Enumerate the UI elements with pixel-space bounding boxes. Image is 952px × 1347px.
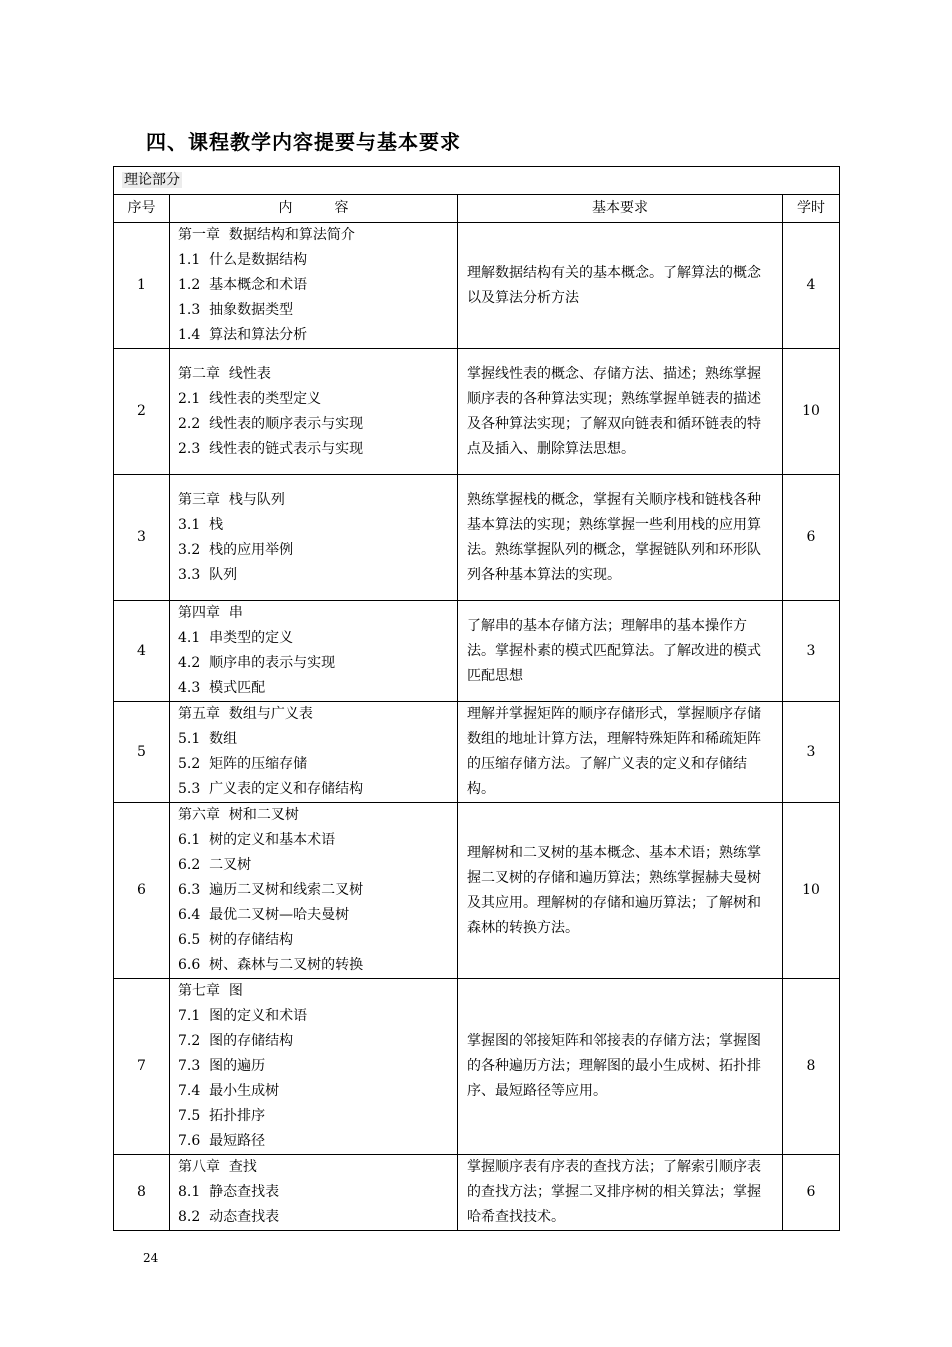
row-hours: 10 [783, 803, 840, 979]
row-index: 1 [114, 223, 170, 349]
table-row [114, 803, 840, 979]
table-row [114, 979, 840, 1155]
row-index: 8 [114, 1155, 170, 1231]
section-item: 7.6 最短路径 [178, 1133, 266, 1149]
section-item: 7.3 图的遍历 [178, 1058, 266, 1074]
row-content [170, 979, 458, 1155]
course-content-table [113, 166, 840, 1231]
row-requirements: 掌握顺序表有序表的查找方法；了解索引顺序表的查找方法；掌握二叉排序树的相关算法；掌握哈希查找技术。 [458, 1155, 783, 1231]
row-requirements: 了解串的基本存储方法；理解串的基本操作方法。掌握朴素的模式匹配算法。了解改进的模式匹配思想 [458, 601, 783, 702]
row-content [170, 803, 458, 979]
row-hours: 6 [783, 1155, 840, 1231]
row-requirements: 理解数据结构有关的基本概念。了解算法的概念以及算法分析方法 [458, 223, 783, 349]
row-content [170, 601, 458, 702]
header-index: 序号 [114, 195, 170, 223]
row-hours: 8 [783, 979, 840, 1155]
section-item: 6.6 树、森林与二叉树的转换 [178, 957, 364, 973]
row-hours: 6 [783, 475, 840, 601]
section-item: 3.2 栈的应用举例 [178, 541, 294, 558]
section-item: 7.2 图的存储结构 [178, 1033, 294, 1049]
section-item: 6.5 树的存储结构 [178, 932, 294, 948]
row-index: 2 [114, 349, 170, 475]
section-item: 1.4 算法和算法分析 [178, 327, 308, 343]
table-row [114, 1155, 840, 1231]
section-item: 1.2 基本概念和术语 [178, 277, 308, 293]
section-item: 4.2 顺序串的表示与实现 [178, 655, 336, 671]
section-item: 4.1 串类型的定义 [178, 630, 294, 646]
chapter-title: 第六章 树和二叉树 [178, 807, 299, 823]
section-item: 7.5 拓扑排序 [178, 1108, 266, 1124]
section-item: 2.3 线性表的链式表示与实现 [178, 440, 364, 457]
row-hours: 10 [783, 349, 840, 475]
row-content [170, 475, 458, 601]
table-row [114, 702, 840, 803]
row-requirements: 熟练掌握栈的概念，掌握有关顺序栈和链栈各种基本算法的实现；熟练掌握一些利用栈的应用算法。熟练掌握队列的概念，掌握链队列和环形队列各种基本算法的实现。 [458, 475, 783, 601]
section-row [114, 167, 840, 195]
row-content [170, 1155, 458, 1231]
row-requirements: 掌握图的邻接矩阵和邻接表的存储方法；掌握图的各种遍历方法；理解图的最小生成树、拓扑排序、最短路径等应用。 [458, 979, 783, 1155]
section-item: 8.1 静态查找表 [178, 1184, 280, 1200]
row-index: 6 [114, 803, 170, 979]
row-index: 7 [114, 979, 170, 1155]
section-item: 6.1 树的定义和基本术语 [178, 832, 336, 848]
section-label: 理论部分 [124, 172, 180, 188]
chapter-title: 第七章 图 [178, 983, 243, 999]
header-row [114, 195, 840, 223]
chapter-title: 第三章 栈与队列 [178, 491, 285, 508]
table-row [114, 475, 840, 601]
section-item: 6.3 遍历二叉树和线索二叉树 [178, 882, 364, 898]
row-requirements: 理解并掌握矩阵的顺序存储形式，掌握顺序存储数组的地址计算方法，理解特殊矩阵和稀疏矩阵的压缩存储方法。了解广义表的定义和存储结构。 [458, 702, 783, 803]
section-item: 7.1 图的定义和术语 [178, 1008, 308, 1024]
section-item: 1.3 抽象数据类型 [178, 302, 294, 318]
row-requirements: 掌握线性表的概念、存储方法、描述；熟练掌握顺序表的各种算法实现；熟练掌握单链表的描述及各种算法实现；了解双向链表和循环链表的特点及插入、删除算法思想。 [458, 349, 783, 475]
row-index: 5 [114, 702, 170, 803]
row-content [170, 702, 458, 803]
row-hours: 4 [783, 223, 840, 349]
row-index: 4 [114, 601, 170, 702]
section-item: 7.4 最小生成树 [178, 1083, 280, 1099]
header-content: 内 容 [170, 195, 458, 223]
section-item: 4.3 模式匹配 [178, 680, 266, 696]
section-item: 3.3 队列 [178, 566, 238, 583]
section-item: 5.2 矩阵的压缩存储 [178, 756, 308, 772]
section-item: 2.1 线性表的类型定义 [178, 390, 322, 407]
section-item: 6.4 最优二叉树—哈夫曼树 [178, 907, 350, 923]
row-requirements: 理解树和二叉树的基本概念、基本术语；熟练掌握二叉树的存储和遍历算法；熟练掌握赫夫曼树及其应用。理解树的存储和遍历算法；了解树和森林的转换方法。 [458, 803, 783, 979]
header-requirements: 基本要求 [458, 195, 783, 223]
row-hours: 3 [783, 702, 840, 803]
table-row [114, 349, 840, 475]
row-content [170, 349, 458, 475]
chapter-title: 第四章 串 [178, 605, 243, 621]
table-row [114, 223, 840, 349]
chapter-title: 第五章 数组与广义表 [178, 706, 313, 722]
chapter-title: 第一章 数据结构和算法简介 [178, 227, 355, 243]
section-item: 8.2 动态查找表 [178, 1209, 280, 1225]
section-heading: 四、课程教学内容提要与基本要求 [146, 130, 461, 154]
chapter-title: 第二章 线性表 [178, 365, 271, 382]
section-item: 5.1 数组 [178, 731, 238, 747]
chapter-title: 第八章 查找 [178, 1159, 257, 1175]
section-item: 5.3 广义表的定义和存储结构 [178, 781, 364, 797]
row-index: 3 [114, 475, 170, 601]
section-item: 3.1 栈 [178, 516, 224, 533]
section-item: 6.2 二叉树 [178, 857, 252, 873]
table-row [114, 601, 840, 702]
page-number: 24 [143, 1251, 159, 1265]
section-item: 1.1 什么是数据结构 [178, 252, 308, 268]
section-item: 2.2 线性表的顺序表示与实现 [178, 415, 364, 432]
row-hours: 3 [783, 601, 840, 702]
section-cell [114, 167, 840, 195]
header-hours: 学时 [783, 195, 840, 223]
row-content [170, 223, 458, 349]
